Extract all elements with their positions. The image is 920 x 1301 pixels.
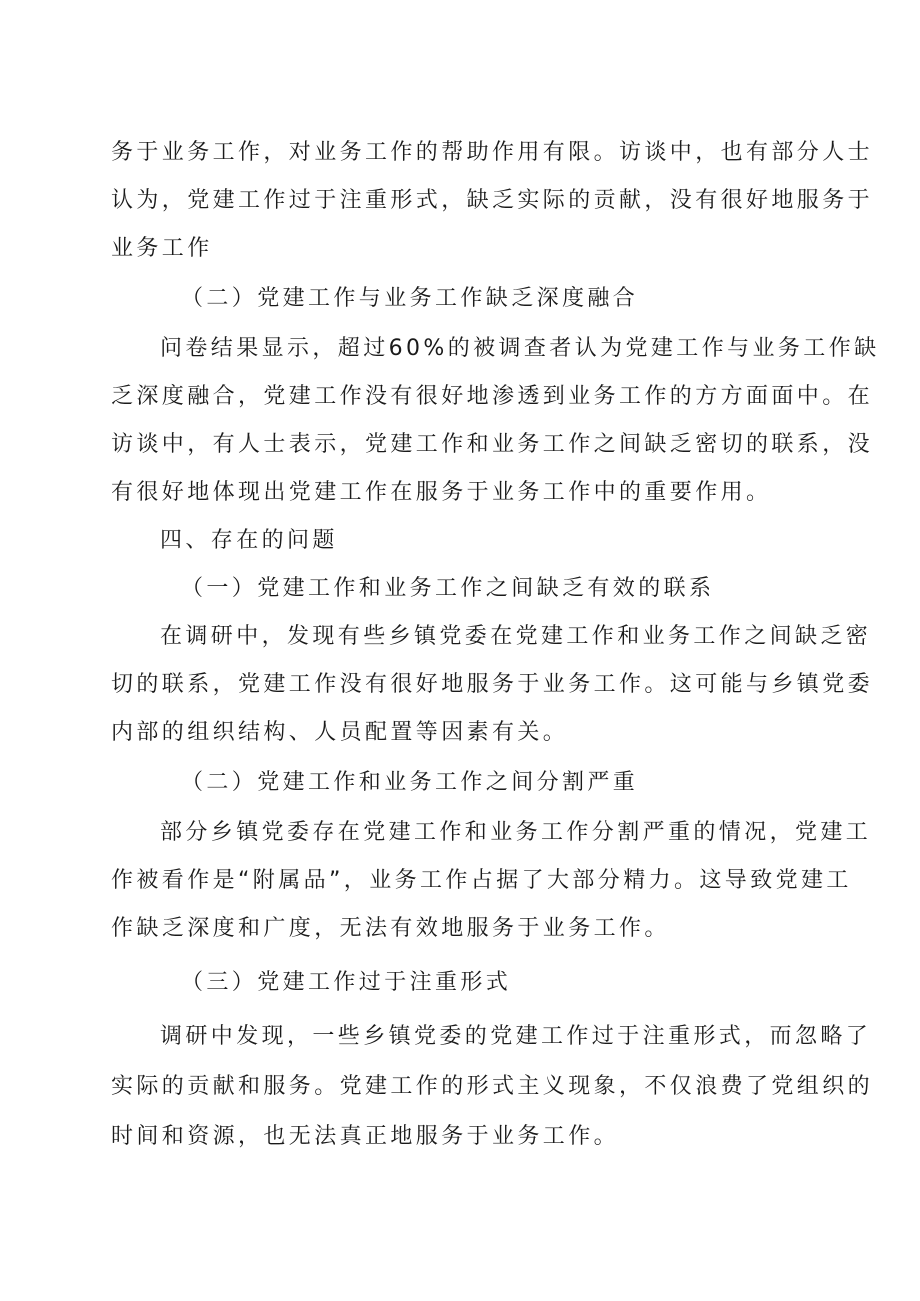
section-heading: （二）党建工作和业务工作之间分割严重	[181, 770, 639, 795]
paragraph-line: 乏深度融合，党建工作没有很好地渗透到业务工作的方方面面中。在	[111, 384, 874, 409]
section-heading: （二）党建工作与业务工作缺乏深度融合	[181, 286, 639, 311]
paragraph-line: 内部的组织结构、人员配置等因素有关。	[111, 720, 569, 745]
paragraph-line: 时间和资源，也无法真正地服务于业务工作。	[111, 1124, 620, 1149]
paragraph-line: 问卷结果显示，超过60%的被调查者认为党建工作与业务工作缺	[160, 336, 880, 361]
section-heading: （三）党建工作过于注重形式	[181, 970, 512, 995]
chapter-heading: 四、存在的问题	[160, 528, 338, 553]
paragraph-line: 调研中发现，一些乡镇党委的党建工作过于注重形式，而忽略了	[160, 1024, 872, 1049]
paragraph-line: 有很好地体现出党建工作在服务于业务工作中的重要作用。	[111, 480, 772, 505]
paragraph-line: 认为，党建工作过于注重形式，缺乏实际的贡献，没有很好地服务于	[111, 188, 874, 213]
paragraph-line: 务于业务工作，对业务工作的帮助作用有限。访谈中，也有部分人士	[111, 140, 874, 165]
paragraph-line: 实际的贡献和服务。党建工作的形式主义现象，不仅浪费了党组织的	[111, 1074, 874, 1099]
paragraph-line: 作缺乏深度和广度，无法有效地服务于业务工作。	[111, 916, 670, 941]
paragraph-line: 在调研中，发现有些乡镇党委在党建工作和业务工作之间缺乏密	[160, 624, 872, 649]
paragraph-line: 切的联系，党建工作没有很好地服务于业务工作。这可能与乡镇党委	[111, 672, 874, 697]
paragraph-line: 部分乡镇党委存在党建工作和业务工作分割严重的情况，党建工	[160, 820, 872, 845]
paragraph-line: 访谈中，有人士表示，党建工作和业务工作之间缺乏密切的联系，没	[111, 432, 874, 457]
paragraph-line: 作被看作是“附属品”，业务工作占据了大部分精力。这导致党建工	[111, 868, 852, 893]
section-heading: （一）党建工作和业务工作之间缺乏有效的联系	[181, 576, 715, 601]
paragraph-line: 业务工作	[111, 236, 213, 261]
